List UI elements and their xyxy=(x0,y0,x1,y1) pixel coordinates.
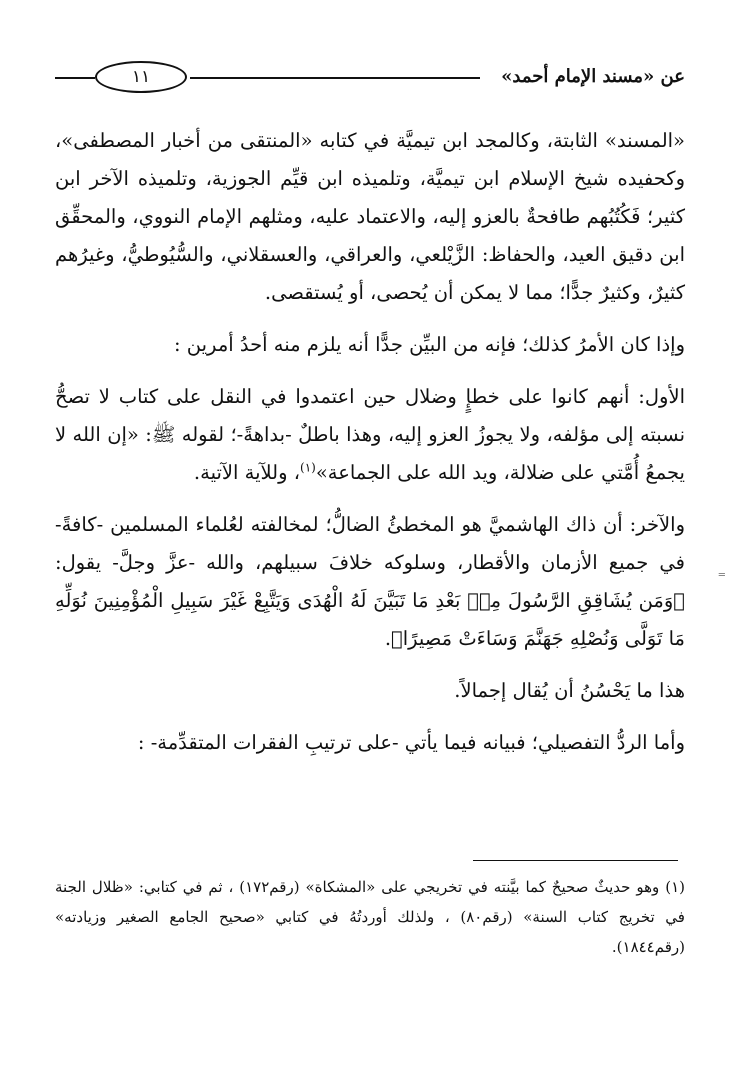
paragraph: والآخر: أن ذاك الهاشميَّ هو المخطئُ الضالُّ؛ لمخالفته لعُلماء المسلمين -كافةً- في جميع الأزمان والأقطار، وسلوكه خلافَ سبيلهم، والله -عزَّ وجلَّ- يقول: ﴿وَمَن يُشَاقِقِ الرَّسُولَ مِنۢ بَعْدِ مَا تَبَيَّنَ لَهُ الْهُدَى وَيَتَّبِعْ غَيْرَ سَبِيلِ الْمُؤْمِنِينَ نُوَلِّهِ مَا تَوَلَّى وَنُصْلِهِ جَهَنَّمَ وَسَاءَتْ مَصِيرًا﴾. xyxy=(55,513,685,650)
footnote-rule xyxy=(473,860,678,861)
paragraph: وأما الردُّ التفصيلي؛ فبيانه فيما يأتي -على ترتيبِ الفقرات المتقدِّمة- : xyxy=(137,731,685,754)
running-title: عن «مسند الإمام أحمد» xyxy=(501,66,685,87)
paragraph-text-tail: ، وللآية الآتية. xyxy=(193,461,300,484)
margin-mark: = xyxy=(717,570,726,581)
header-rule-end xyxy=(55,77,95,79)
paragraph: «المسند» الثابتة، وكالمجد ابن تيميَّة في كتابه «المنتقى من أخبار المصطفى»، وكحفيده شيخ الإسلام ابن تيميَّة، وتلميذه ابن قيِّم الجوزية، وتلميذه الآخر ابن كثير؛ فَكُتُبُهم طافحةٌ بالعزو إليه، والاعتماد عليه، ومثلهم الإمام النووي، والمحقِّق ابن دقيق العيد، والحفاظ: الزَّيْلعي، والعراقي، والعسقلاني، والسُّيُوطيُّ، وغيرُهم كثيرٌ، وكثيرٌ جدًّا؛ مما لا يمكن أن يُحصى، أو يُستقصى. xyxy=(55,129,685,304)
header-rule xyxy=(190,77,480,79)
running-header xyxy=(55,50,685,100)
footnote-text: (١) وهو حديثٌ صحيحٌ كما بيَّنته في تخريجي على «المشكاة» (رقم١٧٢) ، ثم في كتابي: «ظلال الجنة في تخريج كتاب السنة» (رقم٨٠) ، ولذلك أوردتُهُ في كتابي «صحيح الجامع الصغير وزيادته» (رقم١٨٤٤). xyxy=(55,878,685,956)
paragraph: وإذا كان الأمرُ كذلك؛ فإنه من البيِّن جدًّا أنه يلزم منه أحدُ أمرين : xyxy=(174,333,685,356)
page-number: ١١ xyxy=(95,61,187,93)
paragraph: هذا ما يَحْسُنُ أن يُقال إجمالاً. xyxy=(454,679,685,702)
paragraph-text: الأول: أنهم كانوا على خطإٍ وضلال حين اعتمدوا في النقل على كتاب لا تصحُّ نسبته إلى مؤلفه، ولا يجوزُ العزو إليه، وهذا باطلٌ -بداهةً-؛ لقوله ﷺ: «إن الله لا يجمعُ أُمَّتي على ضلالة، ويد الله على الجماعة» xyxy=(55,385,685,484)
main-text xyxy=(55,122,685,762)
paragraph xyxy=(55,378,685,492)
footnote-reference[interactable]: (١) xyxy=(300,460,316,475)
footnote xyxy=(55,872,685,962)
